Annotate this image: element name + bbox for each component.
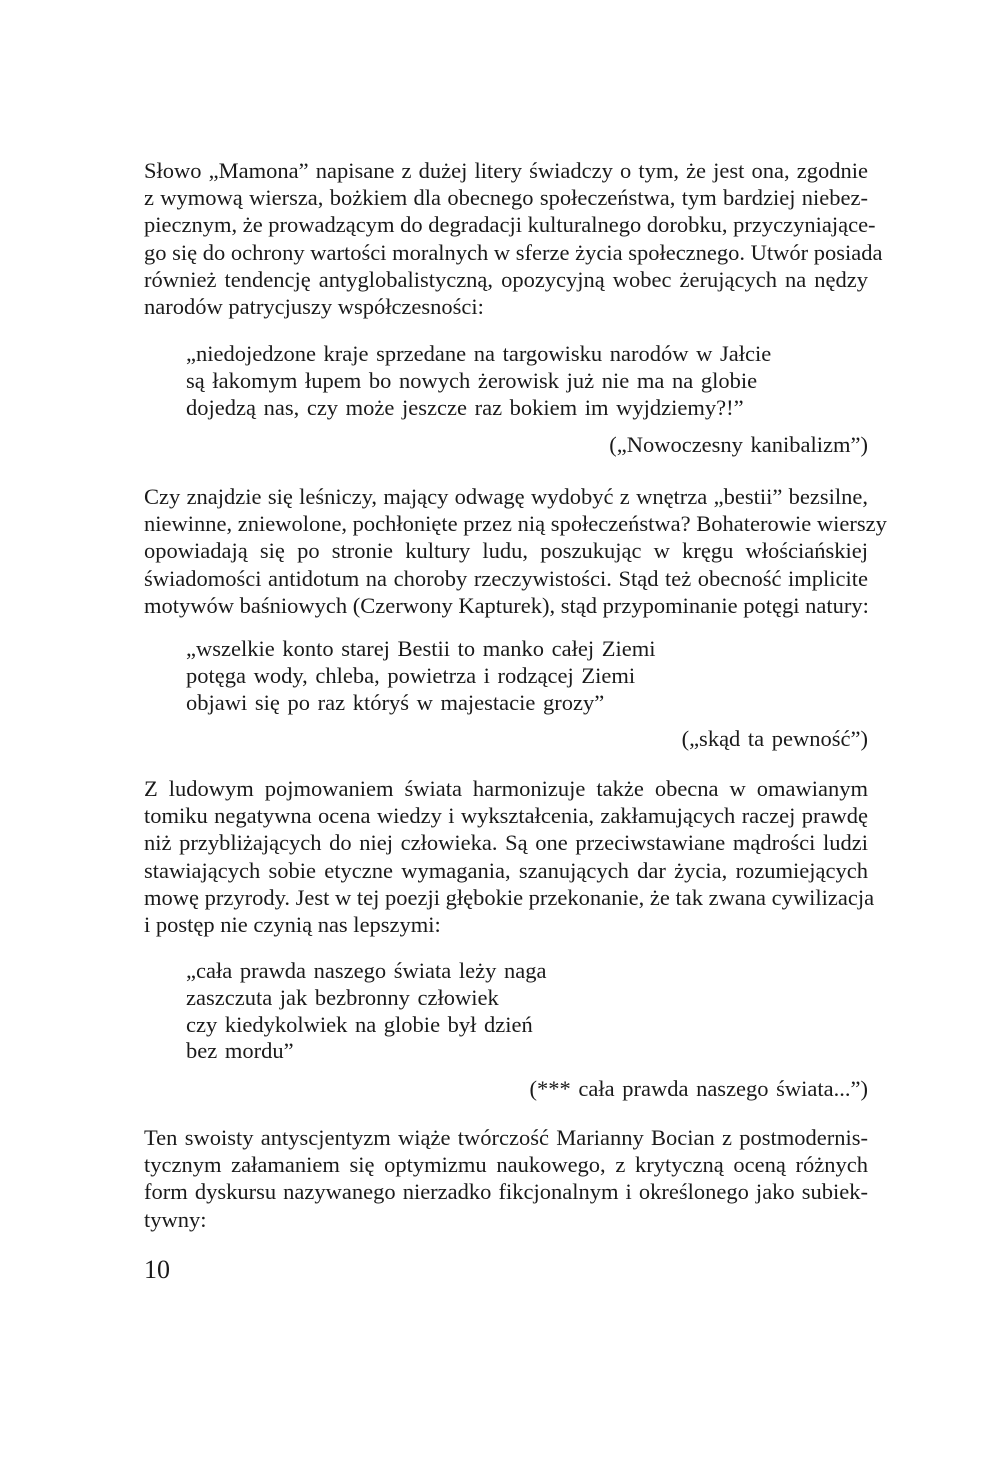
paragraph-line: tycznym załamaniem się optymizmu naukowego, z krytyczną oceną różnych xyxy=(144,1152,868,1178)
paragraph-line: Słowo „Mamona” napisane z dużej litery świadczy o tym, że jest ona, zgodnie xyxy=(144,158,868,183)
quote-line: zaszczuta jak bezbronny człowiek xyxy=(186,984,499,1010)
paragraph-line: tomiku negatywna ocena wiedzy i wykształcenia, zakłamujących raczej prawdę xyxy=(144,803,868,829)
paragraph-line: Ten swoisty antyscjentyzm wiąże twórczość Marianny Bocian z postmodernis- xyxy=(144,1125,868,1150)
paragraph-line: również tendencję antyglobalistyczną, opozycyjną wobec żerujących na nędzy xyxy=(144,266,868,292)
paragraph-line: stawiających sobie etyczne wymagania, szanujących dar życia, rozumiejących xyxy=(144,857,868,883)
paragraph-4 xyxy=(144,1124,868,1233)
paragraph-3 xyxy=(144,775,875,938)
paragraph-line: z wymową wiersza, bożkiem dla obecnego społeczeństwa, tym bardziej niebez- xyxy=(144,185,868,211)
paragraph-line: Czy znajdzie się leśniczy, mający odwagę wydobyć z wnętrza „bestii” bezsilne, xyxy=(144,484,868,509)
quote-line: bez mordu” xyxy=(186,1038,294,1064)
paragraph-line: opowiadają się po stronie kultury ludu, poszukując w kręgu włościańskiej xyxy=(144,538,868,564)
quote-2 xyxy=(186,636,656,716)
paragraph-1 xyxy=(144,157,883,320)
paragraph-line: tywny: xyxy=(144,1206,207,1232)
quote-line: czy kiedykolwiek na globie był dzień xyxy=(186,1011,533,1037)
quote-source-1: („Nowoczesny kanibalizm”) xyxy=(609,432,868,457)
paragraph-line: świadomości antidotum na choroby rzeczywistości. Stąd też obecność implicite xyxy=(144,565,868,591)
quote-1 xyxy=(186,341,771,421)
quote-line: objawi się po raz któryś w majestacie grozy” xyxy=(186,689,605,715)
quote-line: „wszelkie konto starej Bestii to manko całej Ziemi xyxy=(186,636,656,661)
quote-line: są łakomym łupem bo nowych żerowisk już nie ma na globie xyxy=(186,367,758,393)
quote-line: potęga wody, chleba, powietrza i rodzącej Ziemi xyxy=(186,662,636,688)
quote-line: dojedzą nas, czy może jeszcze raz bokiem im wyjdziemy?!” xyxy=(186,394,744,420)
paragraph-line: form dyskursu nazywanego nierzadko fikcjonalnym i określonego jako subiek- xyxy=(144,1179,868,1205)
quote-line: „cała prawda naszego świata leży naga xyxy=(186,958,547,983)
paragraph-line: motywów baśniowych (Czerwony Kapturek), stąd przypominanie potęgi natury: xyxy=(144,592,869,618)
page-number: 10 xyxy=(144,1255,170,1284)
quote-3 xyxy=(186,958,546,1065)
quote-source-2: („skąd ta pewność”) xyxy=(681,726,868,751)
paragraph-line: narodów patrycjuszy współczesności: xyxy=(144,294,484,320)
paragraph-line: mowę przyrody. Jest w tej poezji głębokie przekonanie, że tak zwana cywilizacja xyxy=(144,884,875,910)
quote-source-3: (*** cała prawda naszego świata...”) xyxy=(529,1076,868,1101)
paragraph-2 xyxy=(144,483,887,619)
paragraph-line: niewinne, zniewolone, pochłonięte przez nią społeczeństwa? Bohaterowie wierszy xyxy=(144,511,887,537)
paragraph-line: i postęp nie czynią nas lepszymi: xyxy=(144,912,441,938)
quote-line: „niedojedzone kraje sprzedane na targowisku narodów w Jałcie xyxy=(186,341,772,366)
paragraph-line: go się do ochrony wartości moralnych w sferze życia społecznego. Utwór posiada xyxy=(144,239,883,265)
paragraph-line: piecznym, że prowadzącym do degradacji kulturalnego dorobku, przyczyniające- xyxy=(144,212,876,238)
paragraph-line: Z ludowym pojmowaniem świata harmonizuje także obecna w omawianym xyxy=(144,776,868,801)
paragraph-line: niż przybliżających do niej człowieka. Są one przeciwstawiane mądrości ludzi xyxy=(144,830,868,856)
